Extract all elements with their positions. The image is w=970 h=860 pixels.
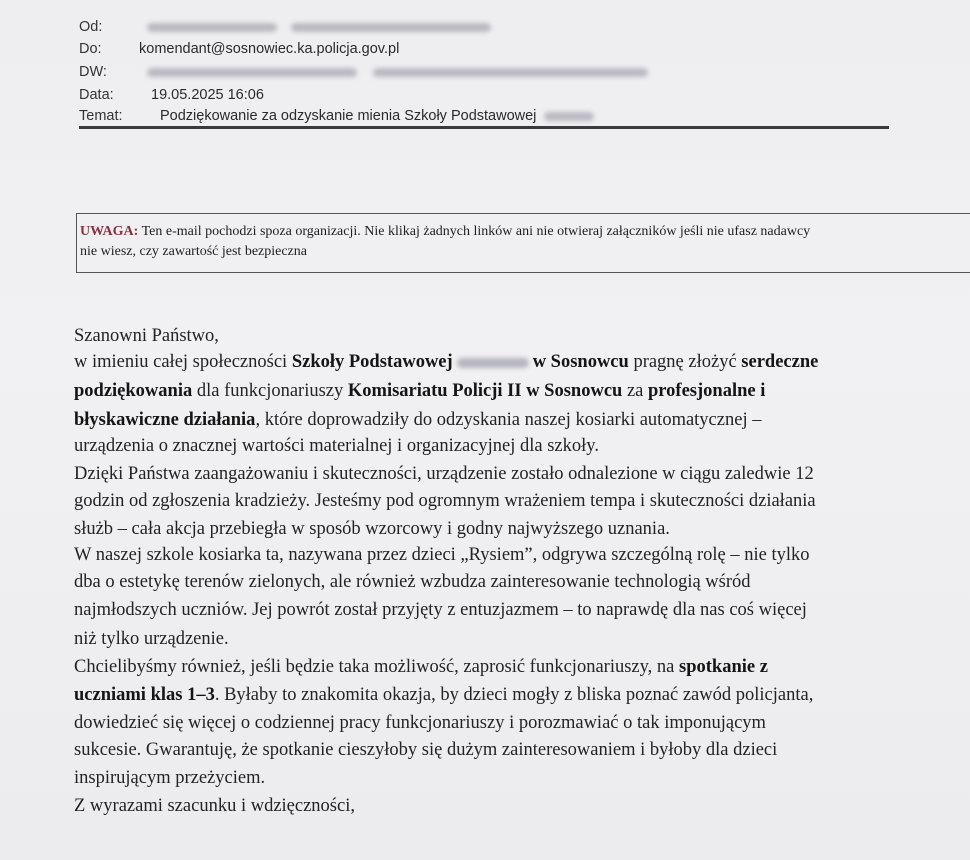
external-warning-banner [76,213,970,273]
text: pragnę złożyć [628,352,742,372]
subject-text: Podziękowanie za odzyskanie mienia Szkoły Podstawowej [160,108,537,124]
text: w imieniu całej społeczności [74,352,292,372]
body-line: Dzięki Państwa zaangażowaniu i skuteczności, urządzenie zostało odnalezione w ciągu zaledwie 12 [74,464,814,484]
to-label: Do: [79,41,102,57]
text: , które doprowadziły do odzyskania naszej kosiarki automatycznej – [255,410,762,430]
to-row [79,41,400,61]
body-line: dba o estetykę terenów zielonych, ale również wzbudza zainteresowanie technologią wśród [74,572,751,592]
greeting: Szanowni Państwo, [74,326,219,346]
bold-text: podziękowania [74,381,193,401]
subject-row [79,108,537,128]
text: za [622,381,649,401]
bold-text: profesjonalne i [648,381,766,401]
body-line: najmłodszych uczniów. Jej powrót został przyjęty z entuzjazmem – to naprawdę dla nas coś więcej [74,600,807,620]
subject-value [160,108,594,124]
header-divider [79,126,889,129]
redacted-school-number [457,358,529,368]
to-value[interactable]: komendant@sosnowiec.ka.policja.gov.pl [139,41,400,57]
body-line [74,381,765,402]
text: Chcielibyśmy również, jeśli będzie taka możliwość, zaprosić funkcjonariuszy, na [74,657,679,677]
body-line: godzin od zgłoszenia kradzieży. Jesteśmy pod ogromnym wrażeniem tempa i skuteczności działania [74,491,816,511]
warning-text-1: Ten e-mail pochodzi spoza organizacji. Nie klikaj żadnych linków ani nie otwieraj załączników jeśli nie ufasz nadawcy [141,224,811,239]
body-line: W naszej szkole kosiarka ta, nazywana przez dzieci „Rysiem”, odgrywa szczególną rolę – nie tylko [74,545,810,565]
date-label: Data: [79,87,114,103]
closing: Z wyrazami szacunku i wdzięczności, [74,796,355,816]
warning-tag: UWAGA: [80,224,139,239]
date-value: 19.05.2025 16:06 [151,87,264,103]
from-value-redacted [147,19,491,35]
body-line [74,657,768,678]
bold-text: uczniami klas 1–3 [74,685,215,705]
city: w Sosnowcu [532,352,629,372]
school-name: Szkoły Podstawowej [291,352,453,372]
body-line [74,685,813,706]
warning-line-2: nie wiesz, czy zawartość jest bezpieczna [80,244,307,259]
cc-row [79,64,107,84]
body-line: sukcesie. Gwarantuję, że spotkanie cieszyłoby się dużym zainteresowaniem i byłoby dla dzieci [74,740,778,760]
warning-line-1 [80,222,970,242]
body-line [74,352,818,373]
date-row [79,87,264,107]
bold-text: serdeczne [741,352,819,372]
from-row [79,19,102,39]
police-station: Komisariatu Policji II w Sosnowcu [347,381,623,401]
text: . Byłaby to znakomita okazja, by dzieci mogły z bliska poznać zawód policjanta, [214,685,814,705]
cc-value-redacted [147,64,648,80]
bold-text: spotkanie z [679,657,768,677]
text: dla funkcjonariuszy [192,381,348,401]
body-line: służb – cała akcja przebiegła w sposób wzorcowy i godny najwyższego uznania. [74,519,670,539]
body-line: inspirującym przeżyciem. [74,768,266,788]
body-line: urządzenia o znacznej wartości materialnej i organizacyjnej dla szkoły. [74,436,599,456]
from-label: Od: [79,19,103,35]
body-line [74,410,761,431]
cc-label: DW: [79,64,107,80]
subject-label: Temat: [79,108,123,124]
body-line: niż tylko urządzenie. [74,629,229,649]
body-line: dowiedzieć się więcej o codziennej pracy funkcjonariuszy i porozmawiać o tak imponującym [74,713,766,733]
bold-text: błyskawiczne działania [74,410,256,430]
